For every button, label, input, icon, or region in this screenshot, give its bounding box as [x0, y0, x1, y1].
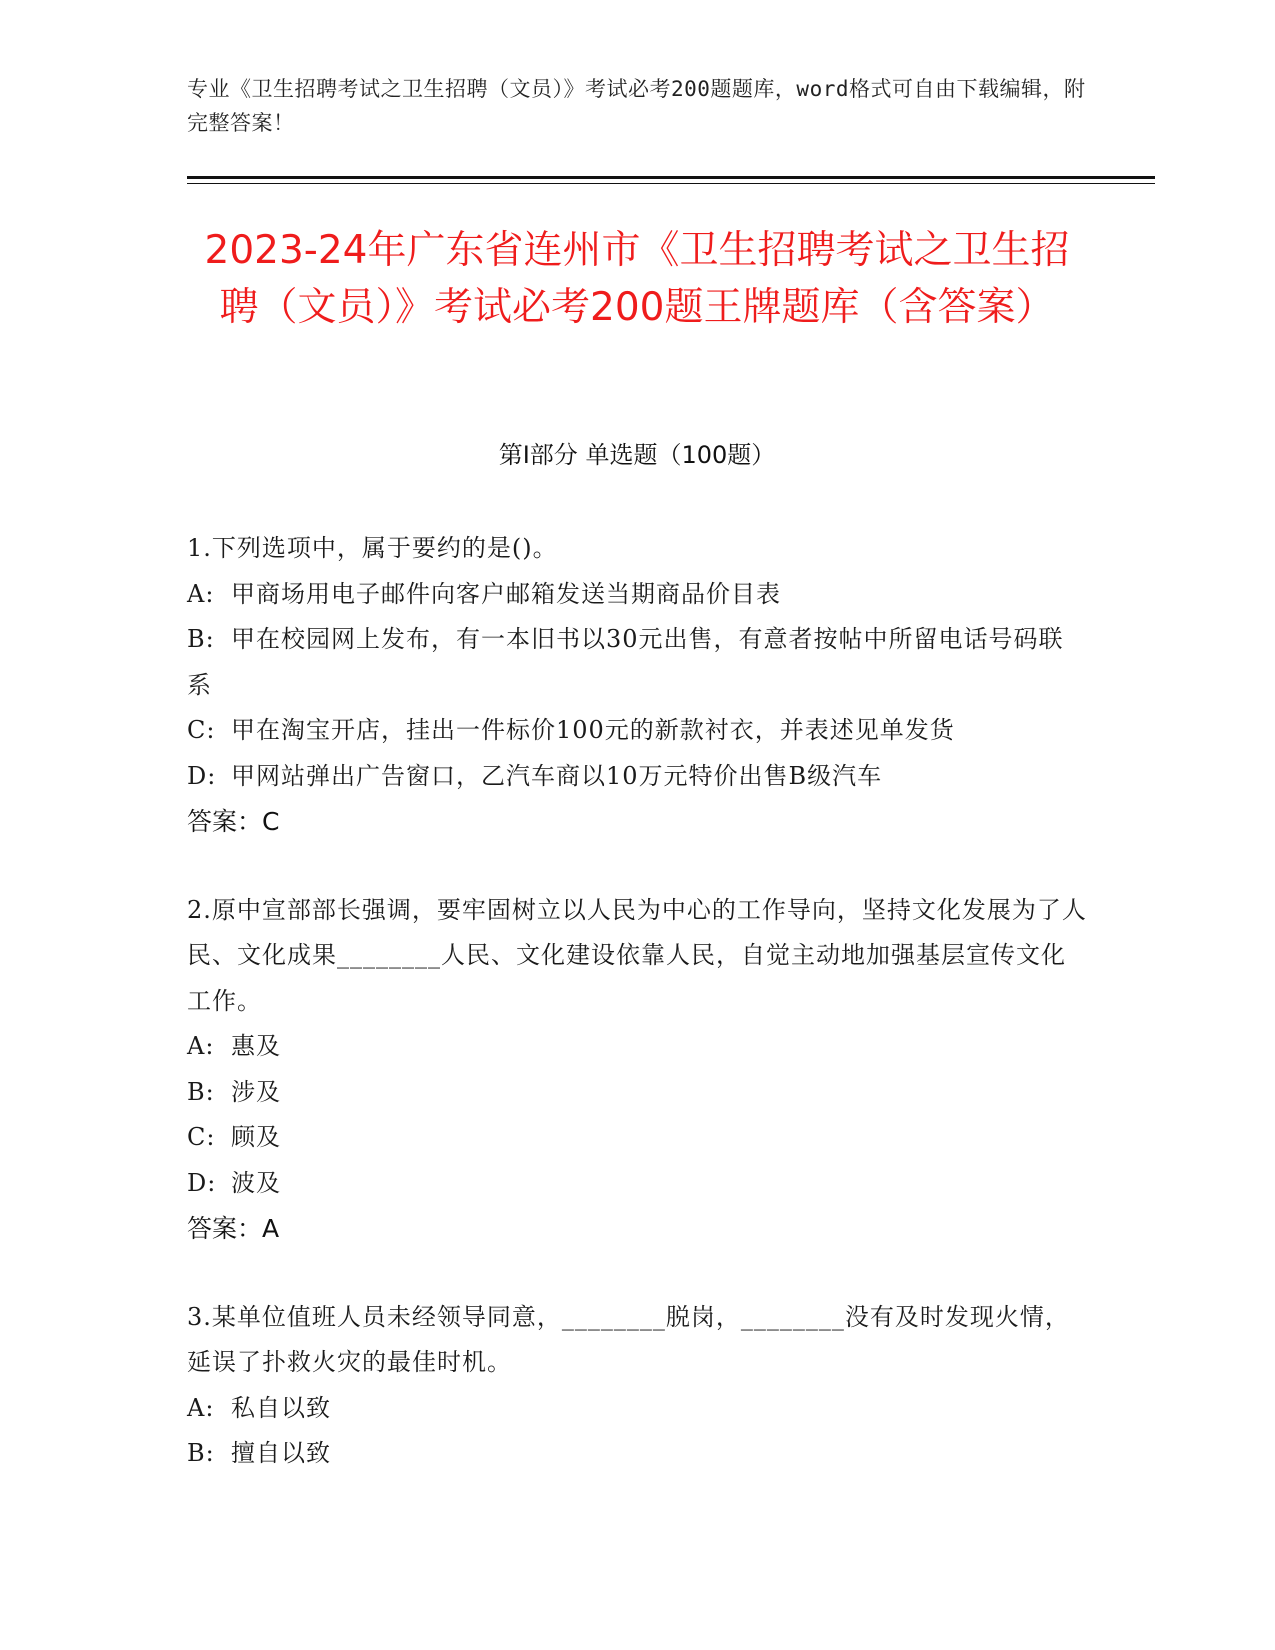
option-text: 涉及 — [231, 1077, 281, 1106]
option-letter: A: — [187, 579, 215, 608]
option-letter: A: — [187, 1032, 215, 1060]
question-item — [187, 526, 1087, 845]
option-letter: B: — [187, 1439, 215, 1467]
option-letter: A: — [187, 1393, 215, 1422]
answer-option — [187, 1161, 1087, 1207]
option-text: 擅自以致 — [231, 1439, 331, 1467]
option-text: 甲商场用电子邮件向客户邮箱发送当期商品价目表 — [231, 579, 781, 608]
question-stem: 1.下列选项中，属于要约的是()。 — [187, 534, 558, 562]
section-title: 第I部分 单选题（100题） — [498, 441, 776, 469]
answer-option — [187, 1115, 1087, 1161]
option-letter: C: — [187, 1123, 216, 1151]
answer-option — [187, 572, 1087, 618]
option-letter: D: — [187, 761, 217, 790]
option-text: 惠及 — [231, 1032, 281, 1060]
option-letter: B: — [187, 625, 215, 653]
option-text: 波及 — [231, 1168, 281, 1197]
option-text: 甲在校园网上发布，有一本旧书以30元出售，有意者按帖中所留电话号码联系 — [187, 625, 1064, 699]
answer-option — [187, 1024, 1087, 1070]
question-item — [187, 888, 1087, 1252]
option-letter: D: — [187, 1168, 217, 1197]
question-stem: 2.原中宣部部长强调，要牢固树立以人民为中心的工作导向，坚持文化发展为了人民、文化成果________人民、文化建设依靠人民，自觉主动地加强基层宣传文化工作。 — [187, 895, 1087, 1015]
answer-option — [187, 617, 1087, 708]
question-stem: 3.某单位值班人员未经领导同意，________脱岗，________没有及时发现火情，延误了扑救火灾的最佳时机。 — [187, 1302, 1070, 1376]
question-item — [187, 1295, 1087, 1477]
question-list — [187, 526, 1087, 1520]
header-rule-thin — [187, 183, 1155, 184]
option-letter: C: — [187, 716, 216, 744]
header-rule-thick — [187, 176, 1155, 179]
answer-option — [187, 1070, 1087, 1116]
answer-line: 答案：A — [187, 1214, 280, 1243]
option-letter: B: — [187, 1077, 215, 1106]
option-text: 甲网站弹出广告窗口，乙汽车商以10万元特价出售B级汽车 — [231, 761, 883, 790]
header-note: 专业《卫生招聘考试之卫生招聘（文员）》考试必考200题题库，word格式可自由下载编辑，附完整答案！ — [187, 77, 1086, 135]
option-text: 私自以致 — [231, 1393, 331, 1422]
answer-option — [187, 708, 1087, 754]
option-text: 顾及 — [231, 1123, 281, 1151]
answer-line: 答案：C — [187, 807, 280, 836]
answer-option — [187, 754, 1087, 800]
answer-option — [187, 1431, 1087, 1477]
document-title: 2023-24年广东省连州市《卫生招聘考试之卫生招聘（文员）》考试必考200题王牌题库（含答案） — [204, 228, 1070, 330]
option-text: 甲在淘宝开店，挂出一件标价100元的新款衬衣，并表述见单发货 — [231, 716, 955, 744]
answer-option — [187, 1386, 1087, 1432]
